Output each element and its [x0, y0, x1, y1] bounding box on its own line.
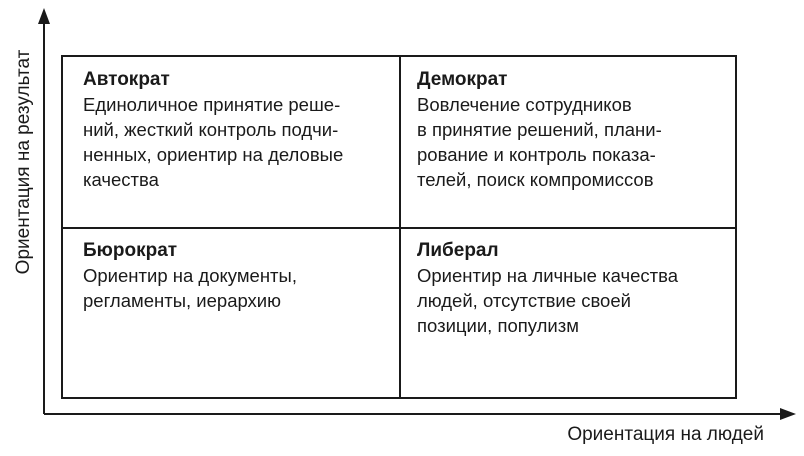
grid-horizontal-divider	[63, 227, 735, 229]
quadrant-text-line: Ориентир на личные качества	[417, 265, 679, 286]
quadrant-text-line: качества	[83, 169, 159, 190]
x-axis-arrowhead	[780, 408, 796, 420]
quadrant-title: Демократ	[417, 69, 508, 90]
quadrant-autocrat	[83, 67, 401, 192]
quadrant-text-line: позиции, популизм	[417, 315, 579, 336]
quadrant-grid	[61, 55, 737, 399]
quadrant-text-line: Единоличное принятие реше-	[83, 94, 341, 115]
quadrant-title: Автократ	[83, 69, 170, 90]
quadrant-text-line: телей, поиск компромиссов	[417, 169, 654, 190]
y-axis-label: Ориентация на результат	[13, 49, 34, 275]
quadrant-bureaucrat	[83, 238, 401, 313]
quadrant-text-line: ненных, ориентир на деловые	[83, 144, 344, 165]
quadrant-text-line: людей, отсутствие своей	[417, 290, 631, 311]
quadrant-title: Либерал	[417, 240, 499, 261]
quadrant-liberal	[417, 238, 735, 338]
quadrant-text-line: рование и контроль показа-	[417, 144, 656, 165]
quadrant-text-line: регламенты, иерархию	[83, 290, 282, 311]
x-axis-label: Ориентация на людей	[567, 424, 764, 445]
quadrant-text-line: Ориентир на документы,	[83, 265, 297, 286]
quadrant-democrat	[417, 67, 735, 192]
quadrant-title: Бюрократ	[83, 240, 178, 261]
quadrant-text-line: в принятие решений, плани-	[417, 119, 662, 140]
quadrant-text-line: Вовлечение сотрудников	[417, 94, 632, 115]
quadrant-text-line: ний, жесткий контроль подчи-	[83, 119, 339, 140]
y-axis-arrowhead	[38, 8, 50, 24]
